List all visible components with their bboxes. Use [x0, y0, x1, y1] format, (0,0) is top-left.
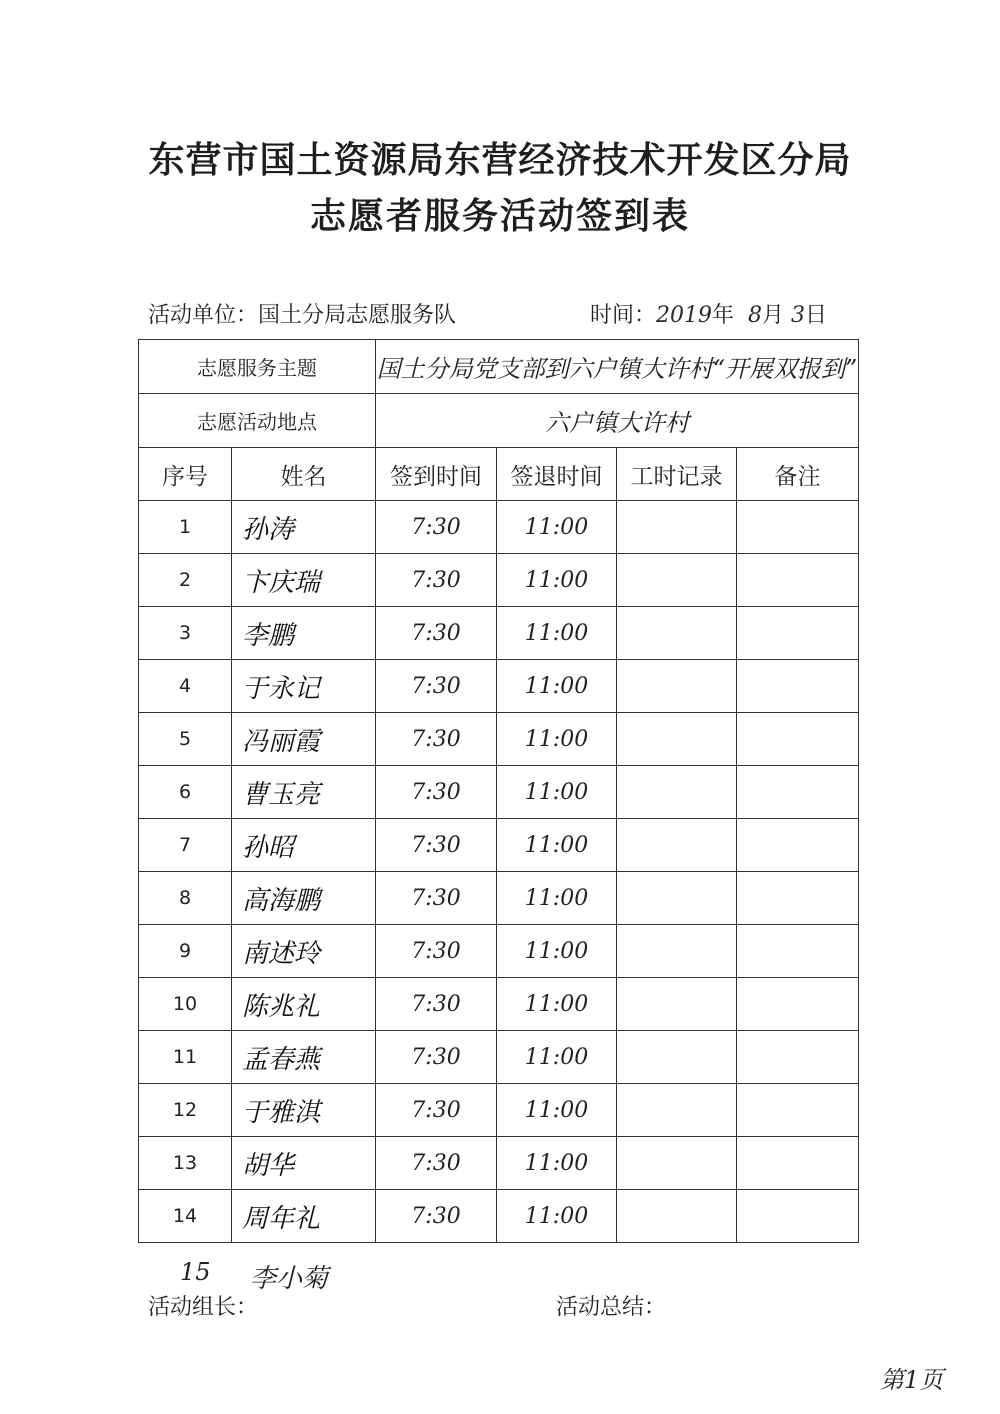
row-signout-time: 11:00 — [497, 1084, 617, 1137]
row-signout-time: 11:00 — [497, 819, 617, 872]
row-signin-time: 7:30 — [376, 978, 497, 1031]
theme-value: 国土分局党支部到六户镇大许村“开展双报到” — [376, 340, 859, 394]
row-number: 13 — [139, 1137, 232, 1190]
row-signin-time: 7:30 — [376, 554, 497, 607]
row-hours — [617, 1084, 737, 1137]
page-number: 第1页 — [880, 1366, 944, 1394]
date-year: 2019 — [656, 303, 713, 328]
row-number: 9 — [139, 925, 232, 978]
row-signout-time: 11:00 — [497, 925, 617, 978]
location-label: 志愿活动地点 — [139, 394, 376, 448]
row-hours — [617, 766, 737, 819]
row-signin-time: 7:30 — [376, 1190, 497, 1243]
row-signin-time: 7:30 — [376, 660, 497, 713]
row-signin-time: 7:30 — [376, 1084, 497, 1137]
row-hours — [617, 660, 737, 713]
row-hours — [617, 1031, 737, 1084]
row-remarks — [737, 1084, 859, 1137]
row-hours — [617, 1190, 737, 1243]
row-name: 于雅淇 — [232, 1084, 376, 1137]
row-name: 高海鹏 — [232, 872, 376, 925]
column-header: 备注 — [737, 448, 859, 501]
row-signout-time: 11:00 — [497, 1137, 617, 1190]
row-signout-time: 11:00 — [497, 554, 617, 607]
row-hours — [617, 819, 737, 872]
row-remarks — [737, 554, 859, 607]
row-remarks — [737, 713, 859, 766]
title-line-2: 志愿者服务活动签到表 — [309, 196, 690, 237]
row-number: 6 — [139, 766, 232, 819]
row-hours — [617, 554, 737, 607]
leader-label: 活动组长： — [148, 1295, 259, 1320]
column-header: 签退时间 — [497, 448, 617, 501]
row-number: 8 — [139, 872, 232, 925]
row-signin-time: 7:30 — [376, 607, 497, 660]
table-row — [139, 1031, 859, 1084]
column-header-row — [139, 448, 859, 501]
theme-label: 志愿服务主题 — [139, 340, 376, 394]
row-hours — [617, 925, 737, 978]
row-signout-time: 11:00 — [497, 872, 617, 925]
date-day-suffix: 日 — [805, 303, 828, 328]
row-signout-time: 11:00 — [497, 607, 617, 660]
row-signout-time: 11:00 — [497, 1031, 617, 1084]
row-number: 11 — [139, 1031, 232, 1084]
row-name: 孟春燕 — [232, 1031, 376, 1084]
row-signin-time: 7:30 — [376, 501, 497, 554]
table-row — [139, 1190, 859, 1243]
row-name: 卞庆瑞 — [232, 554, 376, 607]
row-name: 孙昭 — [232, 819, 376, 872]
row-name: 南述玲 — [232, 925, 376, 978]
date-month: 8 — [748, 303, 763, 328]
row-signin-time: 7:30 — [376, 766, 497, 819]
row-signin-time: 7:30 — [376, 872, 497, 925]
row-remarks — [737, 978, 859, 1031]
table-row — [139, 660, 859, 713]
summary-label: 活动总结： — [556, 1295, 667, 1320]
row-signout-time: 11:00 — [497, 1190, 617, 1243]
row-signin-time: 7:30 — [376, 925, 497, 978]
row-name: 冯丽霞 — [232, 713, 376, 766]
column-header: 序号 — [139, 448, 232, 501]
row-signout-time: 11:00 — [497, 501, 617, 554]
row-remarks — [737, 819, 859, 872]
table-row — [139, 713, 859, 766]
table-row — [139, 607, 859, 660]
row-hours — [617, 1137, 737, 1190]
table-row — [139, 1084, 859, 1137]
row-number: 3 — [139, 607, 232, 660]
row-remarks — [737, 766, 859, 819]
column-header: 姓名 — [232, 448, 376, 501]
row-remarks — [737, 925, 859, 978]
row-remarks — [737, 1137, 859, 1190]
row-remarks — [737, 660, 859, 713]
table-row — [139, 978, 859, 1031]
row-number: 2 — [139, 554, 232, 607]
row-number: 14 — [139, 1190, 232, 1243]
table-row — [139, 872, 859, 925]
location-value: 六户镇大许村 — [376, 394, 859, 448]
row-name: 胡华 — [232, 1137, 376, 1190]
row-name: 于永记 — [232, 660, 376, 713]
table-row — [139, 925, 859, 978]
row-signout-time: 11:00 — [497, 660, 617, 713]
column-header: 工时记录 — [617, 448, 737, 501]
signin-table — [138, 339, 859, 1243]
table-row — [139, 766, 859, 819]
row-hours — [617, 713, 737, 766]
date-label: 时间： — [590, 303, 657, 328]
row-remarks — [737, 1031, 859, 1084]
title-line-1: 东营市国土资源局东营经济技术开发区分局 — [148, 140, 852, 181]
row-number: 1 — [139, 501, 232, 554]
row-number: 12 — [139, 1084, 232, 1137]
row-signout-time: 11:00 — [497, 978, 617, 1031]
table-row — [139, 501, 859, 554]
date-year-suffix: 年 — [712, 303, 735, 328]
table-row — [139, 554, 859, 607]
row-signin-time: 7:30 — [376, 713, 497, 766]
row-remarks — [737, 1190, 859, 1243]
row-remarks — [737, 501, 859, 554]
table-row — [139, 1137, 859, 1190]
row-hours — [617, 501, 737, 554]
extra-entry-name: 李小菊 — [250, 1264, 329, 1294]
row-name: 周年礼 — [232, 1190, 376, 1243]
row-hours — [617, 978, 737, 1031]
row-name: 曹玉亮 — [232, 766, 376, 819]
extra-entry-number: 15 — [180, 1258, 211, 1286]
activity-date — [590, 298, 827, 329]
row-number: 7 — [139, 819, 232, 872]
row-number: 5 — [139, 713, 232, 766]
date-month-suffix: 月 — [762, 303, 785, 328]
row-signout-time: 11:00 — [497, 766, 617, 819]
row-name: 孙涛 — [232, 501, 376, 554]
row-remarks — [737, 872, 859, 925]
row-hours — [617, 607, 737, 660]
column-header: 签到时间 — [376, 448, 497, 501]
activity-unit: 活动单位：国土分局志愿服务队 — [148, 303, 457, 328]
row-remarks — [737, 607, 859, 660]
date-day: 3 — [791, 303, 806, 328]
table-row — [139, 819, 859, 872]
row-signout-time: 11:00 — [497, 713, 617, 766]
row-signin-time: 7:30 — [376, 1137, 497, 1190]
row-name: 李鹏 — [232, 607, 376, 660]
row-number: 4 — [139, 660, 232, 713]
row-name: 陈兆礼 — [232, 978, 376, 1031]
row-signin-time: 7:30 — [376, 1031, 497, 1084]
row-signin-time: 7:30 — [376, 819, 497, 872]
row-hours — [617, 872, 737, 925]
row-number: 10 — [139, 978, 232, 1031]
